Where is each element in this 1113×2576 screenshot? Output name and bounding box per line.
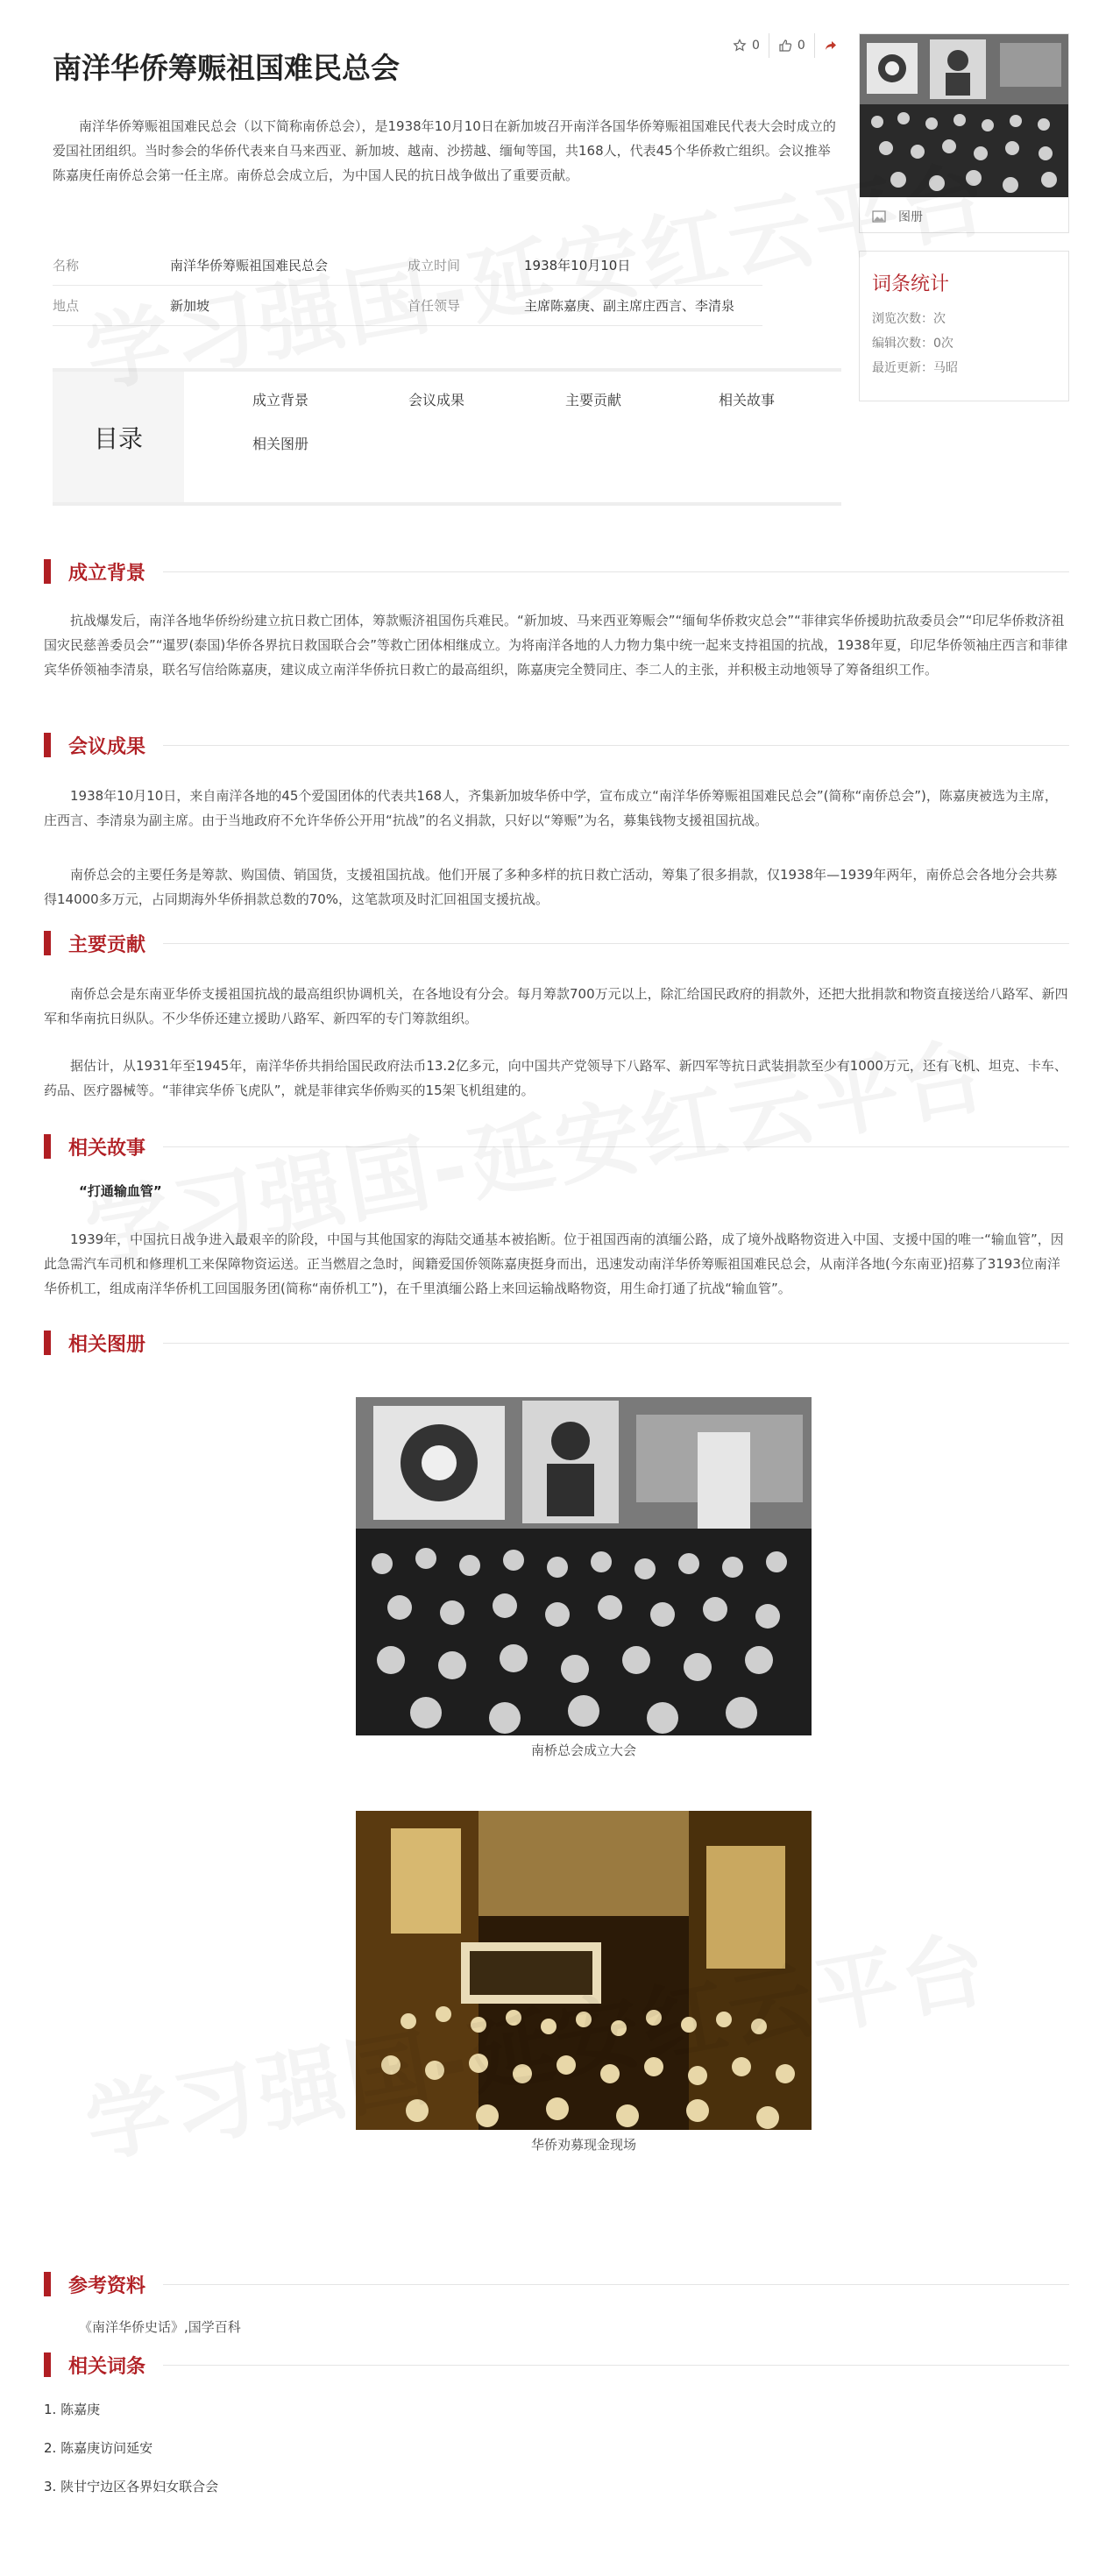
section-heading-related	[44, 2351, 1069, 2379]
section-divider	[163, 1146, 1069, 1147]
section-marker	[44, 931, 51, 955]
gallery-photo-fundraising-scene[interactable]	[356, 1811, 812, 2130]
section-paragraph: 抗战爆发后，南洋各地华侨纷纷建立抗日救亡团体，筹款赈济祖国伤兵难民。“新加坡、马来西亚筹赈会”“缅甸华侨救灾总会”“菲律宾华侨援助抗敌委员会”“印尼华侨救济祖国灾民慈善委员会”“暹罗(泰国)华侨各界抗日救国联合会”等救亡团体相继成立。为将南洋各地的人力物力集中统一起来支持祖国的抗战，1938年夏，印尼华侨领袖庄西言和菲律宾华侨领袖李清泉，联名写信给陈嘉庚，建议成立南洋华侨抗日救亡的最高组织，陈嘉庚完全赞同庄、李二人的主张，并积极主动地领导了筹备组织工作。	[44, 613, 1068, 678]
section-marker	[44, 1134, 51, 1159]
info-key: 成立时间	[408, 258, 461, 273]
section-heading-references	[44, 2270, 1069, 2298]
section-title: 相关词条	[68, 2355, 146, 2378]
like-button[interactable]	[769, 33, 814, 58]
gallery-link[interactable]	[872, 208, 923, 225]
info-key: 首任领导	[408, 298, 461, 314]
favorite-button[interactable]	[724, 33, 769, 58]
section-divider	[163, 1343, 1069, 1344]
stats-title: 词条统计	[872, 273, 950, 295]
info-row	[53, 286, 762, 326]
section-paragraph: 南侨总会的主要任务是筹款、购国债、销国货，支援祖国抗战。他们开展了多种多样的抗日救亡活动，筹集了很多捐款，仅1938年—1939年两年，南侨总会各地分会共募得14000多万元，占同期海外华侨捐款总数的70%，这笔款项及时汇回祖国支援抗战。	[44, 867, 1058, 907]
story-subtitle: “打通输血管”	[79, 1183, 162, 1199]
edit-count: 编辑次数：0次	[872, 337, 953, 351]
gallery-caption: 华侨劝募现金现场	[530, 2137, 636, 2153]
toc-heading: 目录	[53, 372, 184, 502]
reference-item: 《南洋华侨史话》,国学百科	[79, 2319, 241, 2335]
section-title: 相关图册	[68, 1333, 146, 1356]
section-heading-results	[44, 731, 1069, 759]
star-icon	[733, 39, 747, 53]
related-entry-link[interactable]: 3. 陕甘宁边区各界妇女联合会	[44, 2479, 219, 2494]
section-title: 主要贡献	[68, 933, 146, 956]
section-title: 参考资料	[68, 2274, 146, 2297]
section-divider	[163, 2284, 1069, 2285]
view-count: 浏览次数：次	[872, 312, 946, 326]
section-heading-gallery	[44, 1329, 1069, 1357]
section-title: 相关故事	[68, 1137, 146, 1160]
image-icon	[872, 210, 886, 223]
section-divider	[163, 2365, 1069, 2366]
section-marker	[44, 2352, 51, 2377]
info-value: 南洋华侨筹赈祖国难民总会	[170, 258, 329, 273]
info-row	[53, 245, 762, 286]
thumbs-up-icon	[778, 39, 792, 53]
share-button[interactable]	[814, 33, 847, 58]
entry-stats-card	[859, 251, 1069, 401]
section-divider	[163, 745, 1069, 746]
info-key: 地点	[53, 298, 80, 314]
toc-item-results[interactable]: 会议成果	[408, 392, 465, 408]
gallery-link-label: 图册	[898, 210, 923, 224]
section-paragraph: 南侨总会是东南亚华侨支援祖国抗战的最高组织协调机关，在各地设有分会。每月筹款700万元以上，除汇给国民政府的捐款外，还把大批捐款和物资直接送给八路军、新四军和华南抗日纵队。不少华侨还建立援助八路军、新四军的专门筹款组织。	[44, 986, 1068, 1026]
favorite-count: 0	[752, 39, 760, 53]
entry-summary: 南洋华侨筹赈祖国难民总会（以下简称南侨总会），是1938年10月10日在新加坡召开南洋各国华侨筹赈祖国难民代表大会时成立的爱国社团组织。当时参会的华侨代表来自马来西亚、新加坡、越南、沙捞越、缅甸等国，共168人，代表45个华侨救亡组织。会议推举陈嘉庚任南侨总会第一任主席。南侨总会成立后，为中国人民的抗日战争做出了重要贡献。	[53, 118, 836, 183]
toc-item-story[interactable]: 相关故事	[719, 392, 776, 408]
info-value: 新加坡	[170, 298, 210, 314]
section-paragraph: 1939年，中国抗日战争进入最艰辛的阶段，中国与其他国家的海陆交通基本被掐断。位于祖国西南的滇缅公路，成了境外战略物资进入中国、支援中国的唯一“输血管”，因此急需汽车司机和修理机工来保障物资运送。正当燃眉之急时，闽籍爱国侨领陈嘉庚挺身而出，迅速发动南洋华侨筹赈祖国难民总会，从南洋各地(今东南亚)招募了3193位南洋华侨机工，组成南洋华侨机工回国服务团(简称“南侨机工”)，在千里滇缅公路上来回运输战略物资，用生命打通了抗战“输血管”。	[44, 1231, 1064, 1296]
info-table	[53, 245, 762, 326]
last-updated: 最近更新：马昭	[872, 361, 958, 375]
page-title: 南洋华侨筹赈祖国难民总会	[53, 51, 400, 85]
section-paragraph: 1938年10月10日，来自南洋各地的45个爱国团体的代表共168人，齐集新加坡华侨中学，宣布成立“南洋华侨筹赈祖国难民总会”(简称“南侨总会”)，陈嘉庚被选为主席，庄西言、李清泉为副主席。由于当地政府不允许华侨公开用“抗战”的名义捐款，只好以“筹赈”为名，募集钱物支援祖国抗战。	[44, 788, 1058, 828]
section-marker	[44, 733, 51, 757]
section-paragraph: 据估计，从1931年至1945年，南洋华侨共捐给国民政府法币13.2亿多元，向中国共产党领导下八路军、新四军等抗日武装捐款至少有1000万元，还有飞机、坦克、卡车、药品、医疗器械等。“菲律宾华侨飞虎队”，就是菲律宾华侨购买的15架飞机组建的。	[44, 1058, 1067, 1098]
entry-actions	[724, 33, 857, 58]
gallery-thumbnail-image[interactable]	[860, 34, 1068, 197]
gallery-caption: 南桥总会成立大会	[530, 1742, 636, 1758]
related-entry-link[interactable]: 2. 陈嘉庚访问延安	[44, 2440, 153, 2456]
gallery-thumbnail-card[interactable]	[859, 33, 1069, 233]
section-marker	[44, 559, 51, 584]
info-key: 名称	[53, 258, 80, 273]
section-marker	[44, 2272, 51, 2296]
table-of-contents	[53, 368, 841, 506]
info-value: 1938年10月10日	[524, 258, 631, 273]
like-count: 0	[797, 39, 805, 53]
section-heading-background	[44, 557, 1069, 585]
toc-item-contribution[interactable]: 主要贡献	[565, 392, 622, 408]
section-divider	[163, 571, 1069, 572]
related-entry-link[interactable]: 1. 陈嘉庚	[44, 2402, 101, 2417]
section-divider	[163, 943, 1069, 944]
section-heading-contribution	[44, 929, 1069, 957]
gallery-photo-founding-meeting[interactable]	[356, 1397, 812, 1735]
section-title: 成立背景	[68, 562, 146, 585]
toc-list	[184, 372, 841, 502]
toc-item-background[interactable]: 成立背景	[252, 392, 309, 408]
section-title: 会议成果	[68, 735, 146, 758]
toc-item-gallery[interactable]: 相关图册	[252, 436, 309, 452]
share-icon	[824, 39, 838, 53]
info-value: 主席陈嘉庚、副主席庄西言、李清泉	[524, 298, 735, 314]
section-marker	[44, 1331, 51, 1355]
section-heading-story	[44, 1132, 1069, 1160]
